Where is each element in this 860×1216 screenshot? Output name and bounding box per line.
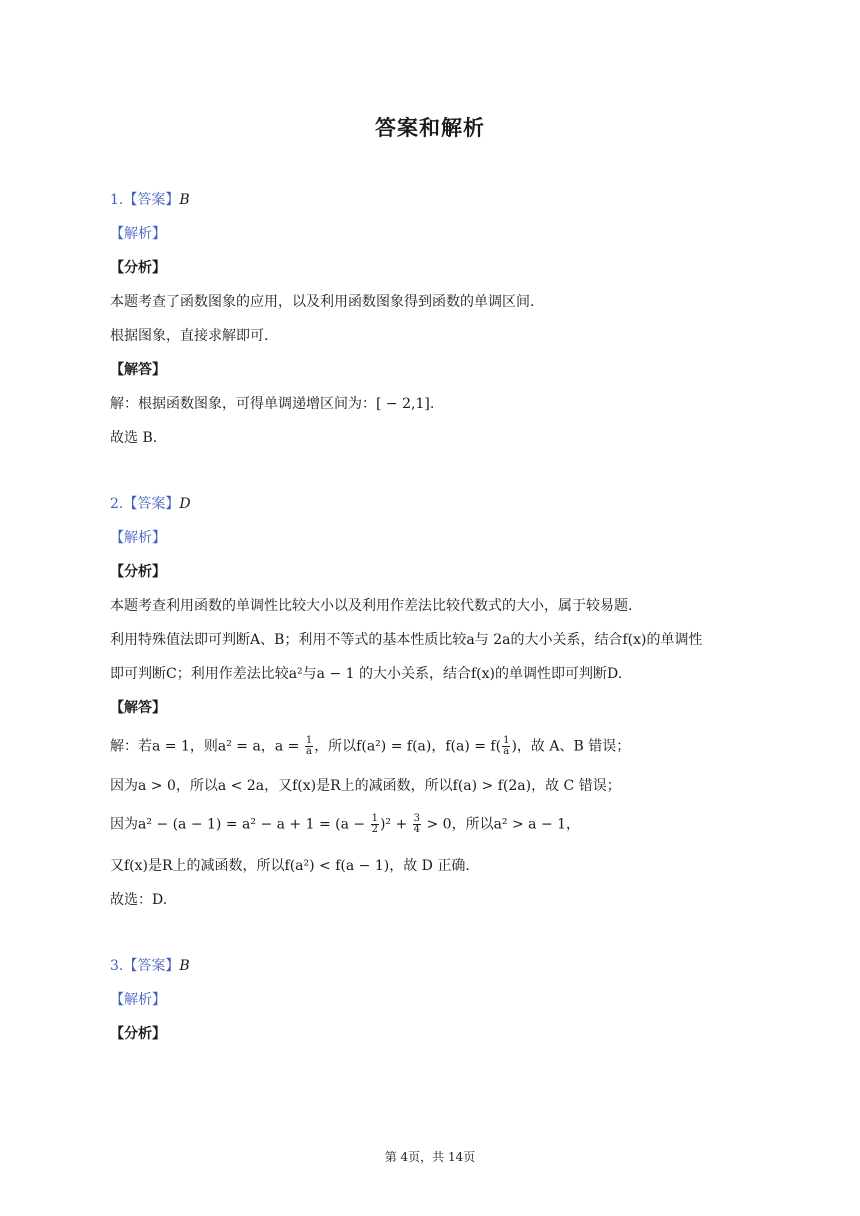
fraction-numerator: 3 (413, 813, 421, 824)
q1-fenxi-text-1: 本题考查了函数图象的应用，以及利用函数图象得到函数的单调区间. (110, 294, 535, 310)
q2-jieda-line-2: 因为a > 0，所以a < 2a，又f(x)是R上的减函数，所以f(a) > f(2a)，故 C 错误； (110, 778, 621, 794)
q3-answer-line (110, 956, 190, 976)
q2-jieda-1a: 解：若a = 1，则a² = a，a = (110, 738, 300, 755)
q1-answer-tag: 【答案】 (123, 192, 180, 208)
q2-jieda-line-4: 又f(x)是R上的减函数，所以f(a²) < f(a − 1)，故 D 正确. (110, 858, 470, 874)
q2-fenxi-heading: 【分析】 (110, 564, 166, 580)
q1-fenxi-text-2: 根据图象，直接求解即可. (110, 328, 269, 344)
q3-jiexi-heading: 【解析】 (110, 992, 166, 1008)
q2-number: 2. (110, 496, 124, 512)
q1-answer: B (179, 192, 190, 208)
q2-jieda-3c: > 0，所以a² > a − 1， (426, 816, 581, 833)
q1-jieda-text-2: 故选 B. (110, 430, 158, 446)
fraction-numerator: 1 (503, 735, 510, 746)
q2-answer-line (110, 494, 191, 514)
q2-fenxi-text-1: 本题考查利用函数的单调性比较大小以及利用作差法比较代数式的大小，属于较易题. (110, 598, 633, 614)
q2-jieda-1c: )，故 A、B 错误； (511, 738, 631, 755)
q1-jiexi-heading: 【解析】 (110, 226, 166, 242)
page-title: 答案和解析 (375, 116, 485, 140)
page-footer: 第 4页，共 14页 (384, 1150, 476, 1164)
q2-jieda-1b: ，所以f(a²) = f(a)，f(a) = f( (314, 738, 502, 755)
q2-jieda-line-5: 故选：D. (110, 892, 168, 908)
q1-fenxi-heading: 【分析】 (110, 260, 166, 276)
fraction-1-over-a (305, 736, 313, 757)
fraction-3-over-4 (413, 814, 421, 835)
q2-fenxi-text-2: 利用特殊值法即可判断A、B；利用不等式的基本性质比较a与 2a的大小关系，结合f(x)的单调性 (110, 632, 703, 648)
fraction-1-over-2 (371, 814, 379, 835)
q3-fenxi-heading: 【分析】 (110, 1026, 166, 1042)
q3-number: 3. (110, 958, 124, 974)
q2-jiexi-heading: 【解析】 (110, 530, 166, 546)
q1-answer-line (110, 190, 190, 210)
q2-answer-tag: 【答案】 (123, 496, 180, 512)
q3-answer: B (179, 958, 190, 974)
q1-jieda-heading: 【解答】 (110, 362, 166, 378)
q2-jieda-3a: 因为a² − (a − 1) = a² − a + 1 = (a − (110, 816, 366, 833)
fraction-numerator: 1 (371, 813, 378, 824)
fraction-denominator: a (306, 746, 312, 757)
fraction-denominator: 2 (371, 824, 378, 835)
q2-fenxi-text-3: 即可判断C；利用作差法比较a²与a − 1 的大小关系，结合f(x)的单调性即可判断D. (110, 666, 623, 682)
q2-answer: D (179, 496, 191, 512)
fraction-numerator: 1 (305, 735, 313, 746)
q2-jieda-heading: 【解答】 (110, 700, 166, 716)
fraction-denominator: a (503, 746, 510, 757)
q2-jieda-3b: )² + (379, 816, 408, 833)
q3-answer-tag: 【答案】 (123, 958, 180, 974)
q2-jieda-line-3 (110, 814, 580, 835)
q1-number: 1. (110, 192, 124, 208)
q1-jieda-text-1: 解：根据函数图象，可得单调递增区间为：[ − 2,1]. (110, 396, 435, 412)
fraction-denominator: 4 (413, 824, 421, 835)
q2-jieda-line-1 (110, 736, 630, 757)
fraction-1-over-a-2 (502, 736, 510, 757)
